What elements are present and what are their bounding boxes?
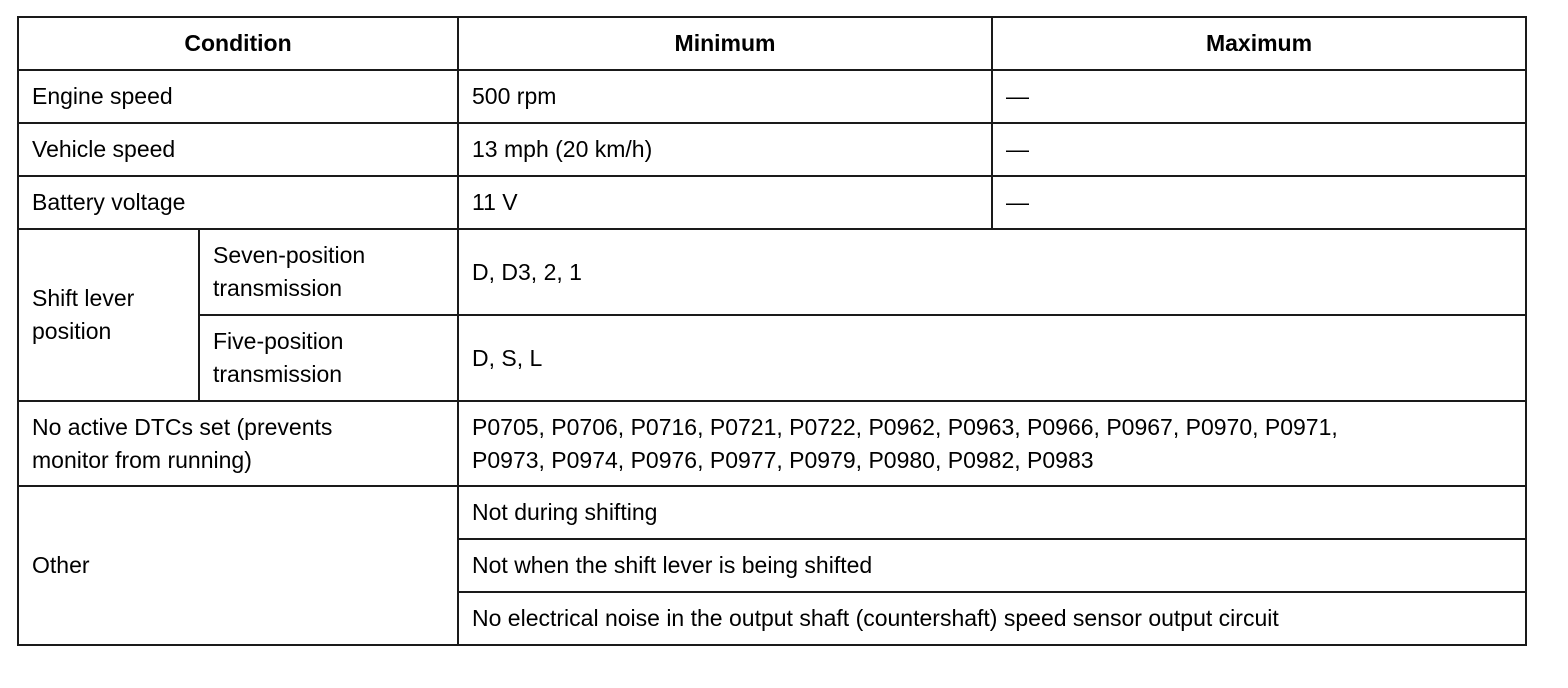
table-row-engine-speed xyxy=(18,70,1526,123)
seven-position-value: D, D3, 2, 1 xyxy=(458,229,1526,315)
shift-lever-label-line1: Shift lever xyxy=(32,285,135,311)
dtc-codes-line1: P0705, P0706, P0716, P0721, P0722, P0962, P0963, P0966, P0967, P0970, P0971, xyxy=(472,413,1338,440)
table-header-row xyxy=(18,17,1526,70)
maximum-value: — xyxy=(992,176,1526,229)
maximum-value: — xyxy=(992,70,1526,123)
shift-lever-label-line2: position xyxy=(32,318,112,344)
table-row-other-1 xyxy=(18,486,1526,539)
five-position-label-line2: transmission xyxy=(213,361,343,387)
other-item: Not during shifting xyxy=(458,486,1526,539)
seven-position-label-line2: transmission xyxy=(213,275,343,301)
table-row-battery-voltage xyxy=(18,176,1526,229)
dtc-label-line1: No active DTCs set (prevents xyxy=(32,413,333,440)
header-minimum: Minimum xyxy=(458,17,992,70)
minimum-value: 13 mph (20 km/h) xyxy=(458,123,992,176)
header-maximum: Maximum xyxy=(992,17,1526,70)
table-row-shift-five xyxy=(18,315,1526,401)
seven-position-label-line1: Seven-position xyxy=(213,242,366,268)
other-item: Not when the shift lever is being shifted xyxy=(458,539,1526,592)
table-row-shift-seven xyxy=(18,229,1526,315)
other-label: Other xyxy=(18,486,458,645)
condition-label: Vehicle speed xyxy=(18,123,458,176)
header-condition: Condition xyxy=(18,17,458,70)
five-position-value: D, S, L xyxy=(458,315,1526,401)
condition-label: Engine speed xyxy=(18,70,458,123)
seven-position-label xyxy=(199,229,458,315)
other-item: No electrical noise in the output shaft (countershaft) speed sensor output circuit xyxy=(458,592,1526,645)
minimum-value: 500 rpm xyxy=(458,70,992,123)
table-row-vehicle-speed xyxy=(18,123,1526,176)
five-position-label xyxy=(199,315,458,401)
five-position-label-line1: Five-position xyxy=(213,328,344,354)
dtc-label xyxy=(18,401,458,486)
maximum-value: — xyxy=(992,123,1526,176)
minimum-value: 11 V xyxy=(458,176,992,229)
table-row-dtc xyxy=(18,401,1526,486)
condition-label: Battery voltage xyxy=(18,176,458,229)
conditions-table xyxy=(17,16,1527,646)
dtc-label-line2: monitor from running) xyxy=(32,446,252,473)
dtc-codes-line2: P0973, P0974, P0976, P0977, P0979, P0980, P0982, P0983 xyxy=(472,446,1094,473)
shift-lever-label xyxy=(18,229,199,401)
dtc-codes xyxy=(458,401,1526,486)
